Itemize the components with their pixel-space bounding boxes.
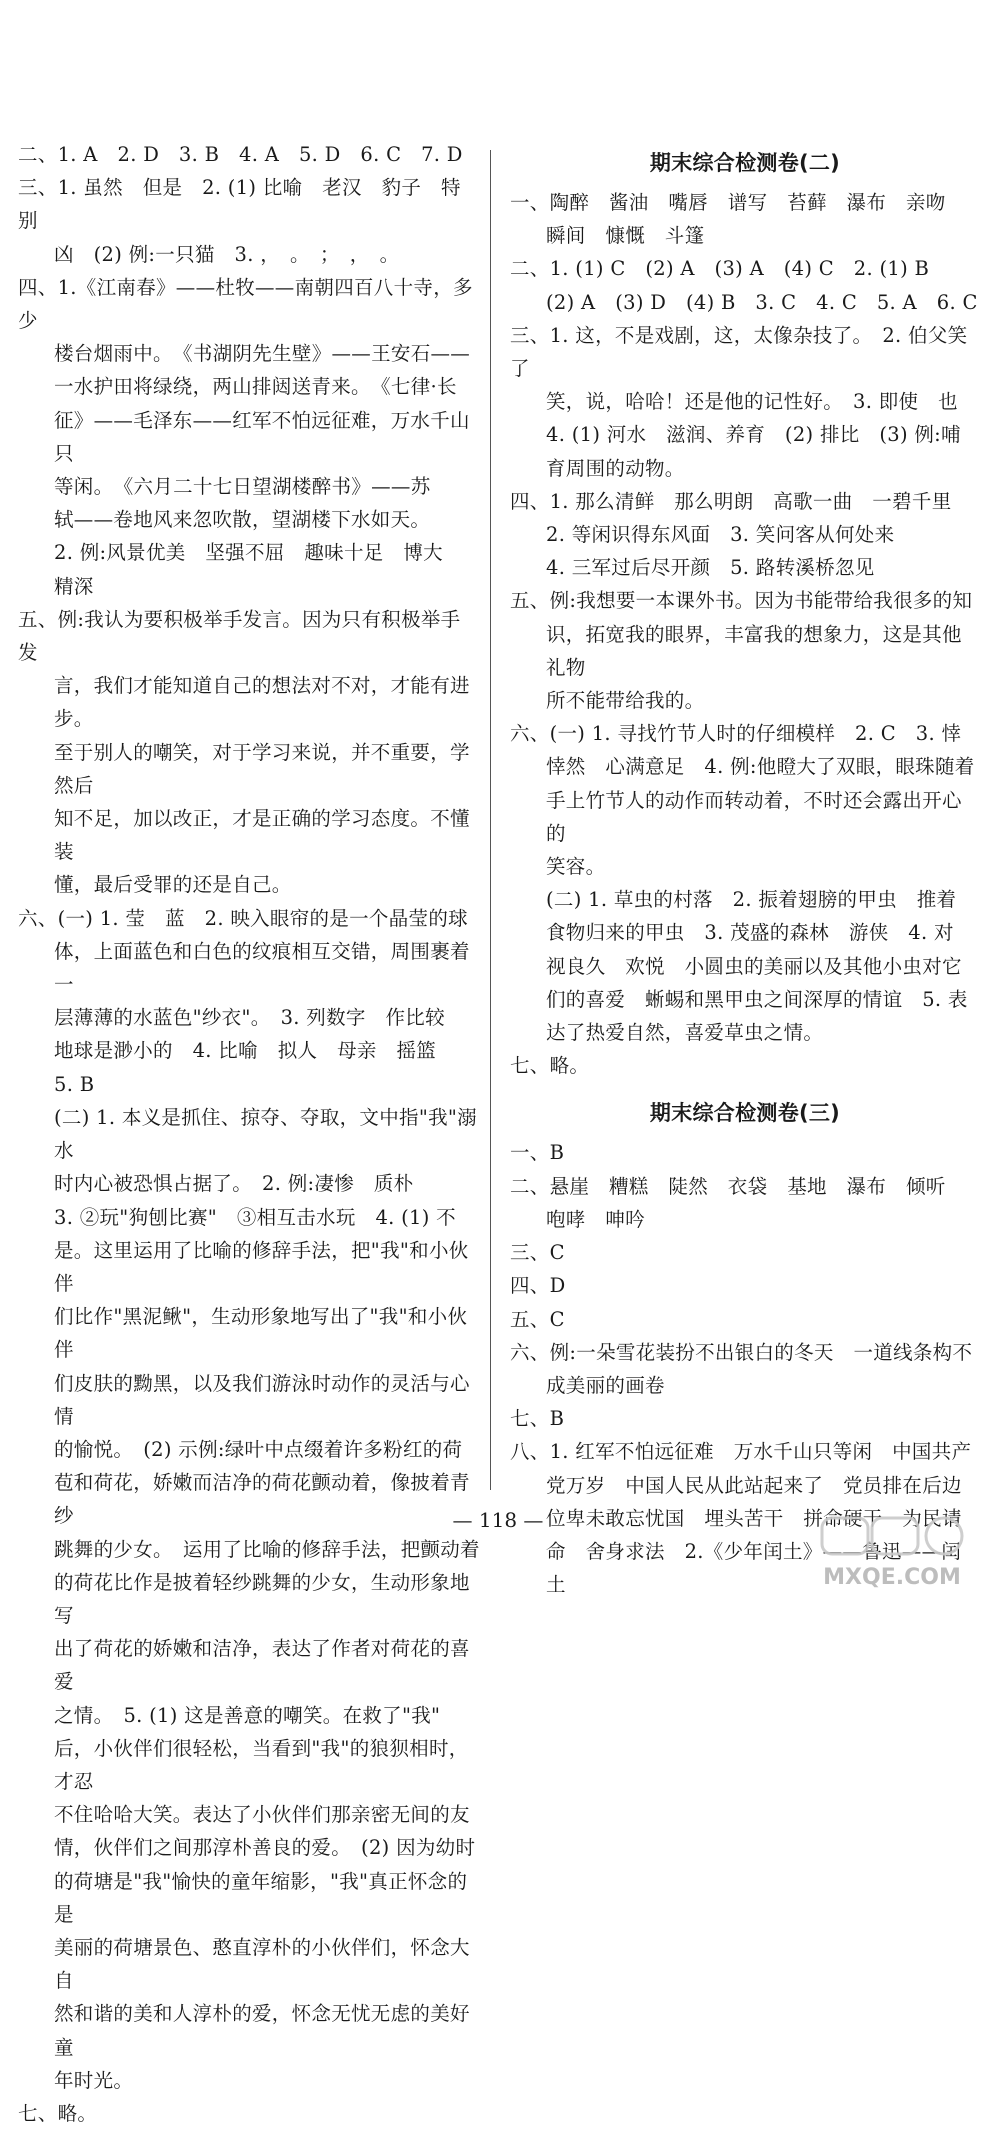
answer-line: 美丽的荷塘景色、憨直淳朴的小伙伴们，怀念大自 [54, 1935, 470, 1993]
answer-line: 出了荷花的娇嫩和洁净，表达了作者对荷花的喜爱 [54, 1637, 470, 1694]
answer-line: 们的喜爱 蜥蜴和黑甲虫之间深厚的情谊 5. 表 [546, 987, 968, 1011]
answer-line: 瞬间 慷慨 斗篷 [546, 224, 705, 248]
answer-line: (二) 1. 草虫的村落 2. 振着翅膀的甲虫 推着 [546, 888, 957, 912]
answer-line: 二、1. A 2. D 3. B 4. A 5. D 6. C 7. D [18, 143, 463, 166]
answer-line: 四、1. 那么清鲜 那么明朗 高歌一曲 一碧千里 [510, 489, 952, 513]
answer-line: 五、C [510, 1307, 565, 1331]
answer-line: 一、陶醉 酱油 嘴唇 谱写 苔藓 瀑布 亲吻 [510, 191, 946, 214]
section-title: 期末综合检测卷(三) [649, 1101, 841, 1126]
answer-line: 懂，最后受罪的还是自己。 [54, 873, 292, 897]
answer-line: 年时光。 [54, 2068, 134, 2092]
answer-line: 不住哈哈大笑。表达了小伙伴们那亲密无间的友 [54, 1803, 470, 1827]
answer-line: 识，拓宽我的眼界，丰富我的想象力，这是其他礼物 [546, 622, 962, 679]
answer-line: 育周围的动物。 [546, 456, 685, 480]
answer-line: 跳舞的少女。 运用了比喻的修辞手法，把颤动着 [54, 1537, 480, 1561]
answer-line: 的荷花比作是披着轻纱跳舞的少女，生动形象地写 [54, 1570, 470, 1627]
answer-line: 后，小伙伴们很轻松，当看到"我"的狼狈相时，才忍 [54, 1736, 469, 1793]
answer-line: 4. (1) 河水 滋润、养育 (2) 排比 (3) 例:哺 [546, 423, 961, 447]
answer-line: 七、B [510, 1407, 565, 1431]
answer-line: (二) 1. 本义是抓住、掠夺、夺取，文中指"我"溺水 [54, 1105, 477, 1163]
answer-line: 党万岁 中国人民从此站起来了 党员排在后边 [546, 1473, 962, 1497]
answer-line: 四、D [510, 1274, 566, 1298]
answer-line: 成美丽的画卷 [546, 1373, 665, 1397]
answer-line: 轼——卷地风来忽吹散，望湖楼下水如天。 [54, 508, 431, 532]
answer-line: 们皮肤的黝黑，以及我们游泳时动作的灵活与心情 [54, 1371, 470, 1428]
left-column [18, 138, 480, 2130]
answer-line: 咆哮 呻吟 [546, 1207, 646, 1231]
answer-line: 八、1. 红军不怕远征难 万水千山只等闲 中国共产 [510, 1440, 972, 1464]
answer-line: 五、例:我认为要积极举手发言。因为只有积极举手发 [18, 607, 461, 665]
answer-line: 二、悬崖 糟糕 陡然 衣袋 基地 瀑布 倾听 [510, 1174, 946, 1198]
answer-line: 是。这里运用了比喻的修辞手法，把"我"和小伙伴 [54, 1238, 469, 1295]
watermark-logo [802, 1512, 982, 1592]
answer-line: 至于别人的嘲笑，对于学习来说，并不重要，学然后 [54, 740, 470, 797]
answer-line: 5. B [54, 1072, 95, 1096]
answer-line: 三、C [510, 1241, 565, 1265]
answer-line: 地球是渺小的 4. 比喻 拟人 母亲 摇篮 [54, 1039, 437, 1063]
answer-line: 2. 例:风景优美 坚强不屈 趣味十足 博大 [54, 541, 443, 565]
right-column [510, 138, 980, 1601]
answer-line: 手上竹节人的动作而转动着，不时还会露出开心的 [546, 788, 962, 845]
answer-line: 达了热爱自然，喜爱草虫之情。 [546, 1021, 824, 1045]
answer-line: 2. 等闲识得东风面 3. 笑问客从何处来 [546, 523, 895, 547]
answer-line: 4. 三军过后尽开颜 5. 路转溪桥忽见 [546, 556, 875, 580]
answer-line: 之情。 5. (1) 这是善意的嘲笑。在救了"我" [54, 1703, 441, 1727]
answer-line: 等闲。 《六月二十七日望湖楼醉书》——苏 [54, 475, 431, 499]
answer-line: 六、(一) 1. 莹 蓝 2. 映入眼帘的是一个晶莹的球 [18, 906, 468, 930]
answer-line: 二、1. (1) C (2) A (3) A (4) C 2. (1) B [510, 257, 930, 281]
answer-line: 凶 (2) 例:一只猫 3. ， 。 ； ， 。 [54, 242, 400, 266]
watermark-text: MXQE.COM [823, 1565, 961, 1590]
answer-line: 一、B [510, 1141, 565, 1165]
answer-line: 四、1.《江南春》——杜牧——南朝四百八十寺，多少 [18, 275, 473, 333]
answer-line: 时内心被恐惧占据了。 2. 例:凄惨 质朴 [54, 1172, 414, 1196]
answer-line: 的愉悦。 (2) 示例:绿叶中点缀着许多粉红的荷 [54, 1437, 463, 1461]
answer-line: 精深 [54, 574, 94, 598]
answer-line: 命 舍身求法 2.《少年闰土》——鲁迅——闰土 [546, 1539, 962, 1597]
answer-line: 五、例:我想要一本课外书。因为书能带给我很多的知 [510, 589, 973, 613]
answer-line: 楼台烟雨中。 《书湖阴先生壁》——王安石—— [54, 342, 471, 366]
answer-line: 层薄薄的水蓝色"纱衣"。 3. 列数字 作比较 [54, 1006, 445, 1030]
answer-line: 们比作"黑泥鳅"，生动形象地写出了"我"和小伙伴 [54, 1305, 468, 1362]
answer-line: (2) A (3) D (4) B 3. C 4. C 5. A 6. C [546, 290, 978, 314]
answer-line: 体，上面蓝色和白色的纹痕相互交错，周围裹着一 [54, 939, 470, 997]
answer-line: 言，我们才能知道自己的想法对不对，才能有进步。 [54, 674, 470, 731]
answer-line: 视良久 欢悦 小圆虫的美丽以及其他小虫对它 [546, 954, 962, 978]
answer-line: 苞和荷花，娇嫩而洁净的荷花颤动着，像披着青纱 [54, 1471, 470, 1528]
answer-line: 知不足，加以改正，才是正确的学习态度。不懂装 [54, 807, 470, 864]
answer-line: 三、1. 这，不是戏剧，这，太像杂技了。 2. 伯父笑了 [510, 323, 968, 381]
page-number: — 118 — [452, 1508, 544, 1532]
answer-line: 悻然 心满意足 4. 例:他瞪大了双眼，眼珠随着 [546, 755, 975, 779]
answer-line: 3. ②玩"狗刨比赛" ③相互击水玩 4. (1) 不 [54, 1205, 456, 1229]
answer-line: 然和谐的美和人淳朴的爱，怀念无忧无虑的美好童 [54, 2002, 470, 2059]
column-divider [490, 150, 491, 1490]
answer-line: 征》——毛泽东——红军不怕远征难，万水千山只 [54, 408, 470, 465]
answer-line: 情，伙伴们之间那淳朴善良的爱。 (2) 因为幼时 [54, 1836, 476, 1860]
answer-line: 七、略。 [18, 2101, 98, 2125]
answer-line: 一水护田将绿绕，两山排闼送青来。 《七律·长 [54, 375, 457, 399]
answer-line: 的荷塘是"我"愉快的童年缩影，"我"真正怀念的是 [54, 1869, 468, 1926]
answer-line: 六、(一) 1. 寻找竹节人时的仔细模样 2. C 3. 悻 [510, 722, 962, 746]
exam-2-answers [510, 146, 980, 1082]
answer-line: 食物归来的甲虫 3. 茂盛的森林 游侠 4. 对 [546, 921, 954, 945]
section-title: 期末综合检测卷(二) [649, 151, 841, 175]
answer-line: 三、1. 虽然 但是 2. (1) 比喻 老汉 豹子 特别 [18, 176, 461, 233]
answer-line: 位卑未敢忘忧国 埋头苦干 拼命硬干 为民请 [546, 1506, 962, 1530]
answer-line: 笑，说，哈哈！还是他的记性好。 3. 即使 也 [546, 390, 958, 414]
answer-line: 七、略。 [510, 1054, 590, 1078]
answer-line: 所不能带给我的。 [546, 689, 705, 713]
answer-line: 六、例:一朵雪花装扮不出银白的冬天 一道线条构不 [510, 1340, 973, 1364]
answer-line: 笑容。 [546, 855, 606, 879]
